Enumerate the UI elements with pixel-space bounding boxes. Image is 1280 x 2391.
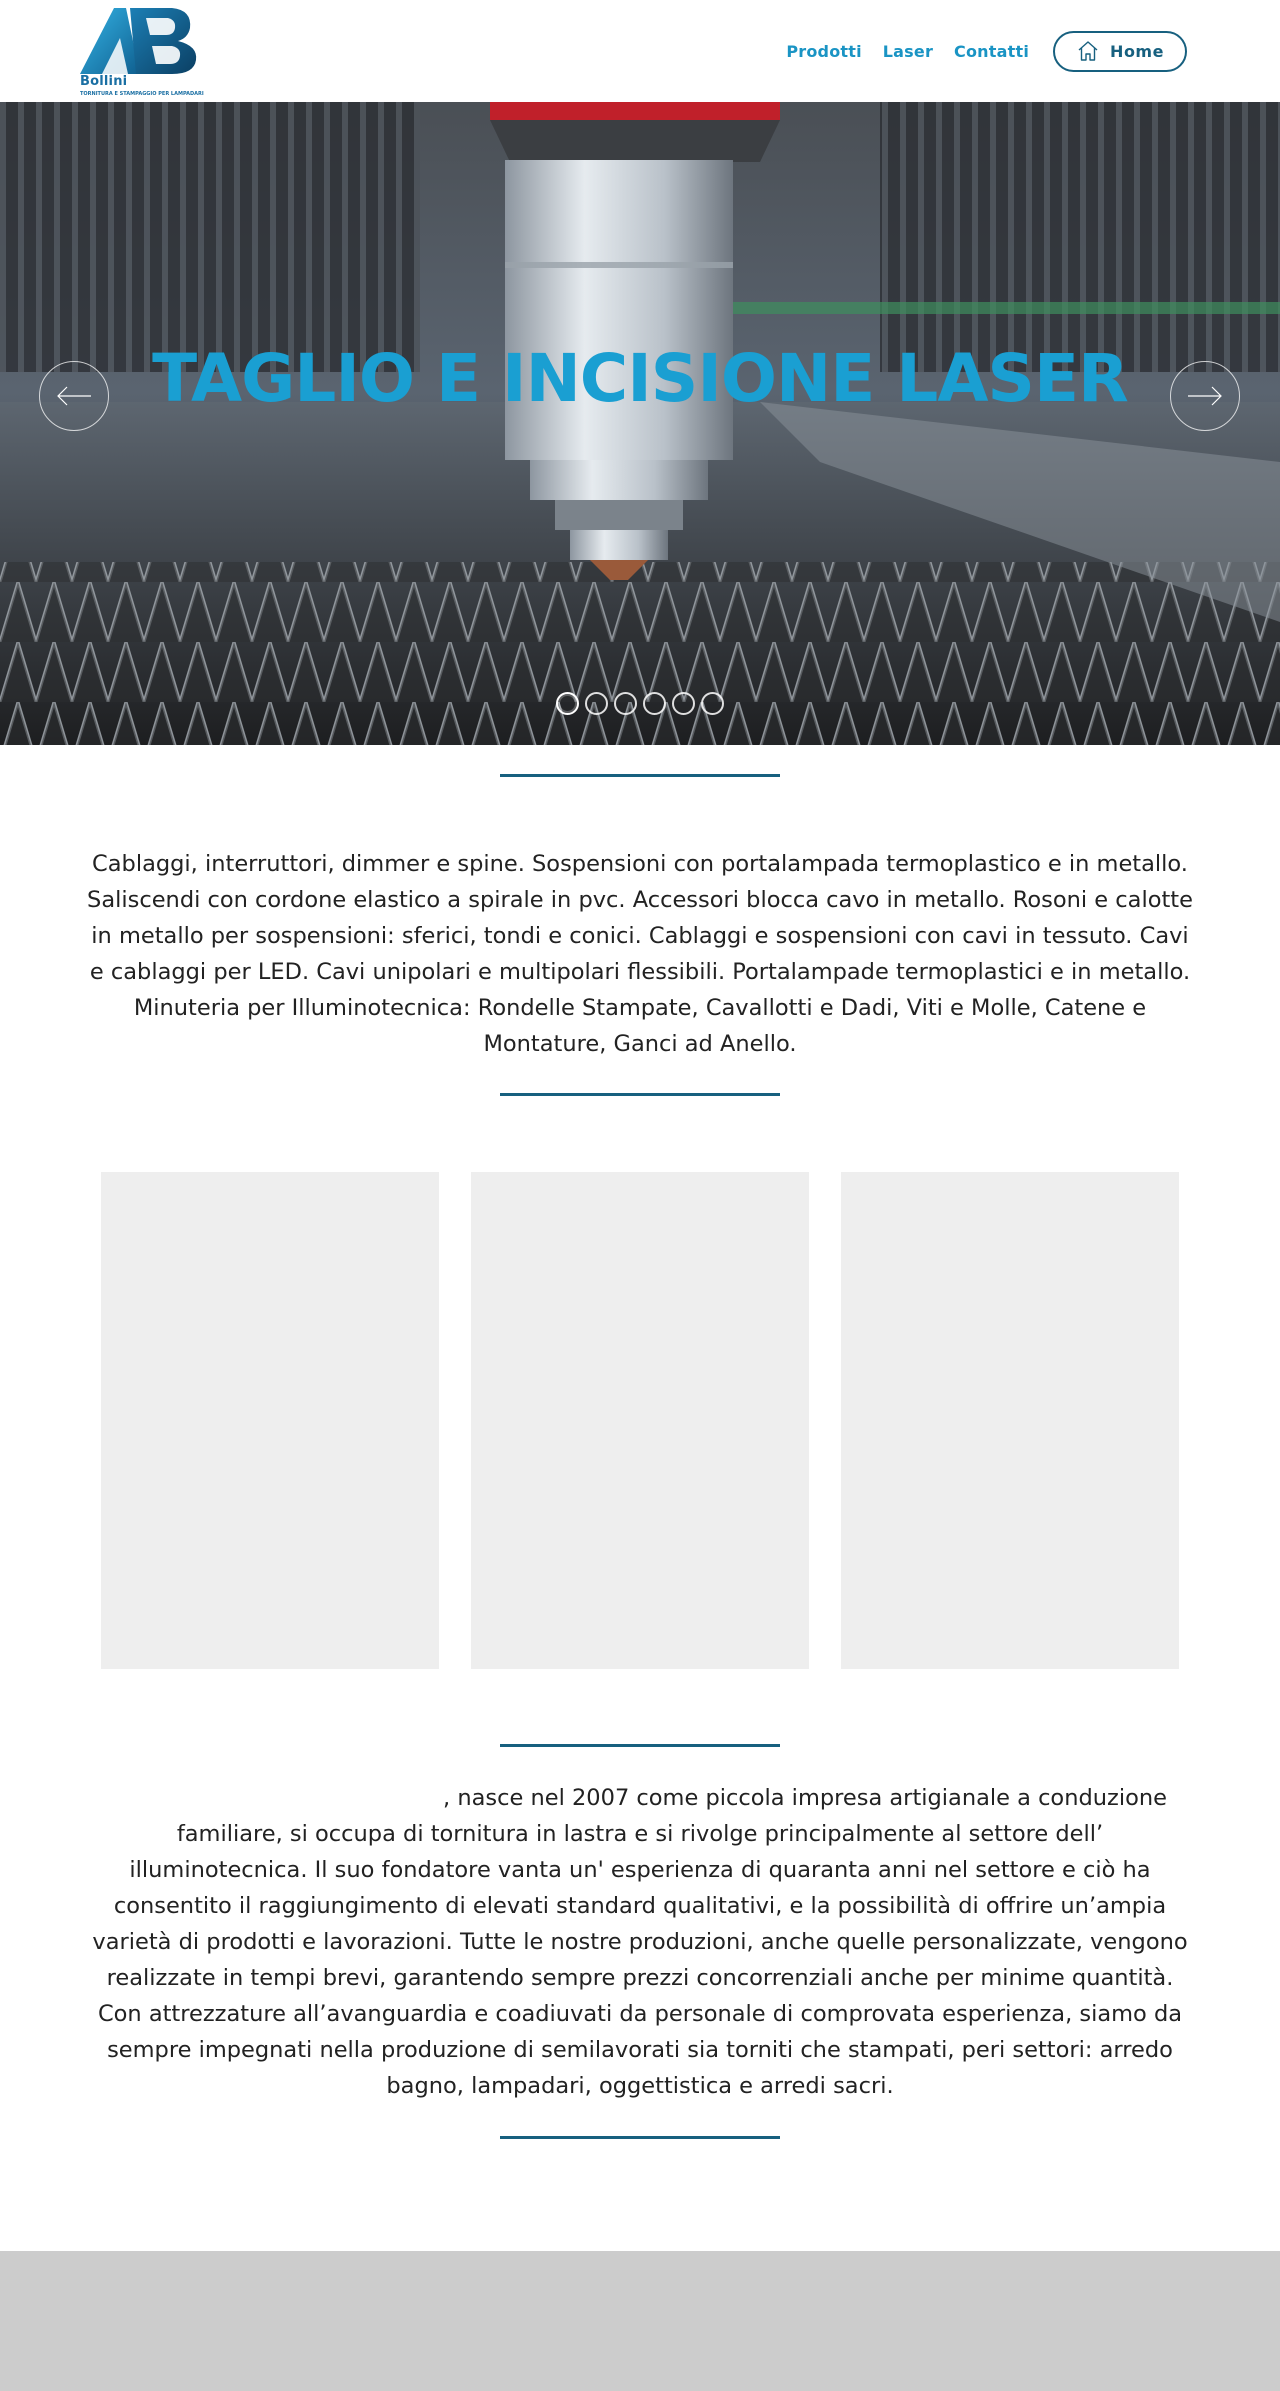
nav-link-prodotti[interactable]: Prodotti [786,41,862,61]
logo-mark-icon [80,8,200,76]
section-divider [500,1093,780,1096]
section-divider [500,774,780,777]
laser-machine-image [0,102,1280,745]
home-button-label: Home [1110,41,1164,61]
product-card-2[interactable] [471,1172,809,1669]
hero-title: TAGLIO E INCISIONE LASER [152,340,1128,417]
slider-dot-5[interactable] [672,692,695,715]
section-divider [500,2136,780,2139]
about-text-body: , nasce nel 2007 come piccola impresa artigianale a conduzione familiare, si occupa di tornitura in lastra e si rivolge principalmente al settore dell’ illuminotecnica. Il suo fondatore vanta un' esperienza di quaranta anni nel settore e ciò ha consentito il raggiungimento di elevati standard qualitativi, e la possibilità di offrire un’ampia varietà di prodotti e lavorazioni. Tutte le nostre produzioni, anche quelle personalizzate, vengono realizzate in tempi brevi, garantendo sempre prezzi concorrenziali anche per minime quantità. Con attrezzature all’avanguardia e coadiuvati da personale di comprovata esperienza, siamo da sempre impegnati nella produzione di semilavorati sia torniti che stampati, peri settori: arredo bagno, lampadari, oggettistica e arredi sacri. [92,1785,1188,2099]
slider-dots [0,692,1280,715]
nav-link-contatti[interactable]: Contatti [954,41,1029,61]
home-button[interactable] [1053,31,1187,72]
logo-tagline: TORNITURA E STAMPAGGIO PER LAMPADARI [80,91,204,97]
about-text [85,1780,1195,2104]
slider-dot-4[interactable] [643,692,666,715]
nav-link-laser[interactable]: Laser [882,41,934,61]
logo-name: Bollini [80,74,128,89]
home-icon [1076,39,1100,63]
main-nav [765,0,1280,102]
slider-dot-2[interactable] [585,692,608,715]
hero-slider [0,102,1280,745]
product-card-3[interactable] [841,1172,1179,1669]
slider-dot-1[interactable] [556,692,579,715]
site-footer [0,2251,1280,2391]
slider-dot-6[interactable] [701,692,724,715]
product-card-1[interactable] [101,1172,439,1669]
slider-prev-button[interactable] [39,361,109,431]
slider-dot-3[interactable] [614,692,637,715]
section-divider [500,1744,780,1747]
intro-text: Cablaggi, interruttori, dimmer e spine. Sospensioni con portalampada termoplastico e in metallo. Saliscendi con cordone elastico a spirale in pvc. Accessori blocca cavo in metallo. Rosoni e calotte in metallo per sospensioni: sferici, tondi e conici. Cablaggi e sospensioni con cavi in tessuto. Cavi e cablaggi per LED. Cavi unipolari e multipolari flessibili. Portalampade termoplastici e in metallo. Minuteria per Illuminotecnica: Rondelle Stampate, Cavallotti e Dadi, Viti e Molle, Catene e Montature, Ganci ad Anello. [87,851,1193,1057]
site-header [0,0,1280,102]
arrow-right-icon [1187,386,1223,406]
company-logo[interactable] [80,8,204,97]
arrow-left-icon [56,386,92,406]
slider-next-button[interactable] [1170,361,1240,431]
